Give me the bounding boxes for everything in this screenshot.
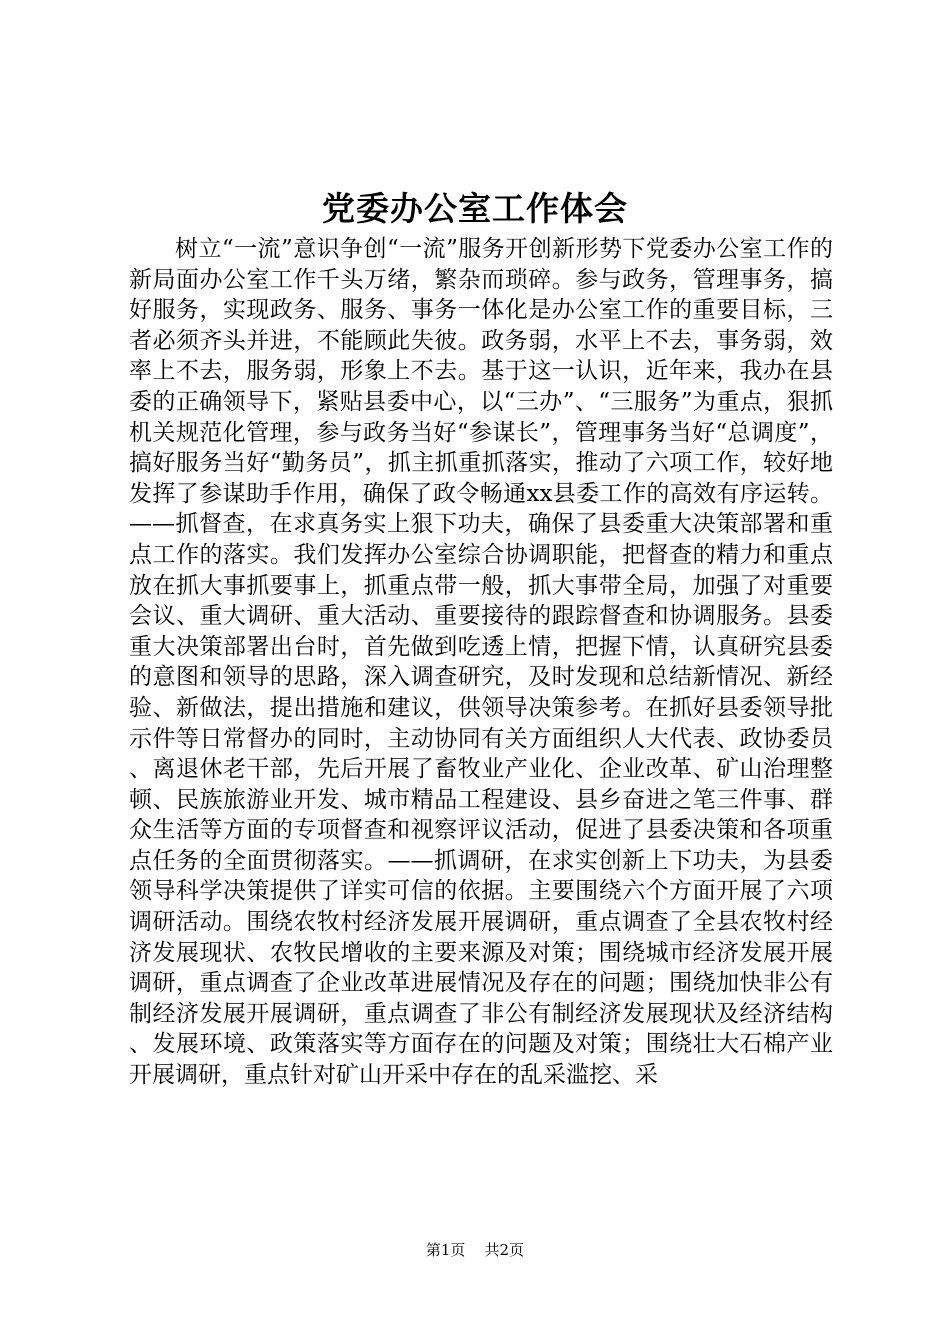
page-footer: [0, 1240, 950, 1260]
document-title: 党委办公室工作体会: [322, 189, 628, 228]
document-body-paragraph: 树立“一流”意识争创“一流”服务开创新形势下党委办公室工作的新局面办公室工作千头万绪，繁杂而琐碎。参与政务，管理事务，搞好服务，实现政务、服务、事务一体化是办公室工作的重要目标，三者必须齐头并进，不能顾此失彼。政务弱，水平上不去，事务弱，效率上不去，服务弱，形象上不去。基于这一认识，近年来，我办在县委的正确领导下，紧贴县委中心，以“三办”、“三服务”为重点，狠抓机关规范化管理，参与政务当好“参谋长”，管理事务当好“总调度”，搞好服务当好“勤务员”，抓主抓重抓落实，推动了六项工作，较好地发挥了参谋助手作用，确保了政令畅通xx县委工作的高效有序运转。——抓督查，在求真务实上狠下功夫，确保了县委重大决策部署和重点工作的落实。我们发挥办公室综合协调职能，把督查的精力和重点放在抓大事抓要事上，抓重点带一般，抓大事带全局，加强了对重要会议、重大调研、重大活动、重要接待的跟踪督查和协调服务。县委重大决策部署出台时，首先做到吃透上情，把握下情，认真研究县委的意图和领导的思路，深入调查研究，及时发现和总结新情况、新经验、新做法，提出措施和建议，供领导决策参考。在抓好县委领导批示件等日常督办的同时，主动协同有关方面组织人大代表、政协委员、离退休老干部，先后开展了畜牧业产业化、企业改革、矿山治理整顿、民族旅游业开发、城市精品工程建设、县乡奋进之笔三件事、群众生活等方面的专项督查和视察评议活动，促进了县委决策和各项重点任务的全面贯彻落实。——抓调研，在求实创新上下功夫，为县委领导科学决策提供了详实可信的依据。主要围绕六个方面开展了六项调研活动。围绕农牧村经济发展开展调研，重点调查了全县农牧村经济发展现状、农牧民增收的主要来源及对策；围绕城市经济发展开展调研，重点调查了企业改革进展情况及存在的问题；围绕加快非公有制经济发展开展调研，重点调查了非公有制经济发展现状及经济结构、发展环境、政策落实等方面存在的问题及对策；围绕壮大石棉产业开展调研，重点针对矿山开采中存在的乱采滥挖、采: [129, 236, 833, 1089]
total-pages: 共2页: [484, 1241, 525, 1259]
page-number: 第1页: [425, 1241, 466, 1259]
